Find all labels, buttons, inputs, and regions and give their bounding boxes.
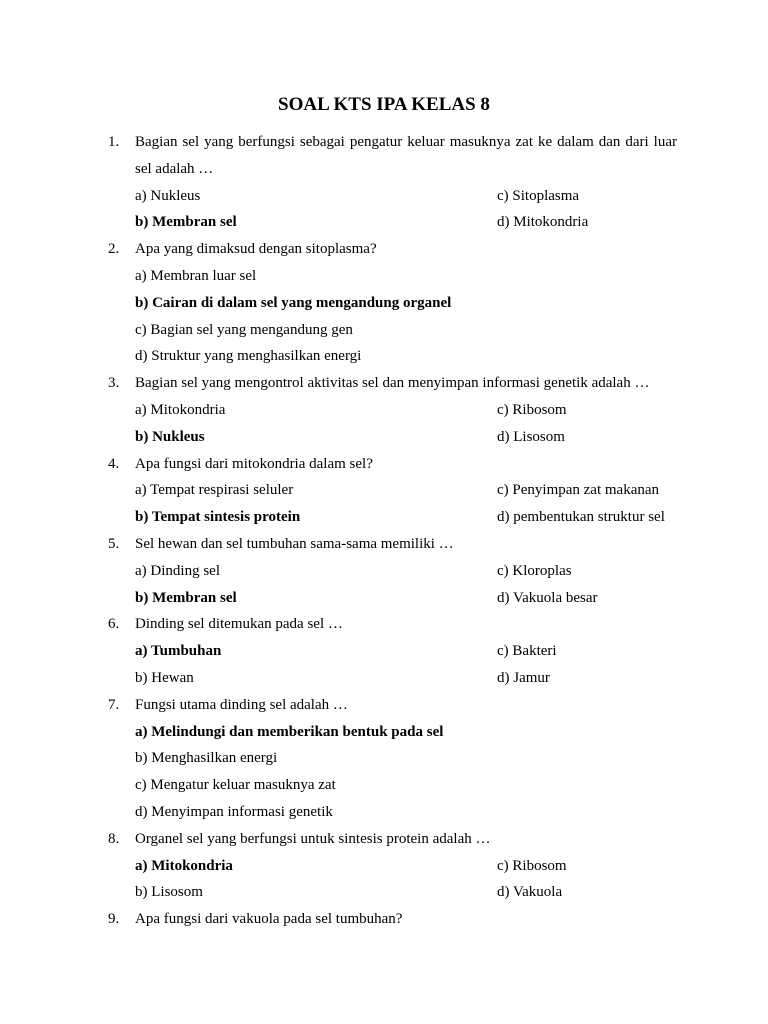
- option-d: d) Mitokondria: [497, 214, 589, 231]
- question-9: [0, 906, 768, 933]
- option-row: [0, 638, 768, 665]
- question-number: 7.: [108, 696, 120, 713]
- question-3: [0, 370, 768, 397]
- option-b-answer: b) Membran sel: [135, 589, 237, 606]
- option-b-answer: b) Nukleus: [135, 428, 205, 445]
- option-a: a) Membran luar sel: [135, 267, 257, 284]
- question-number: 6.: [108, 616, 120, 633]
- option-a-answer: a) Tumbuhan: [135, 643, 222, 660]
- question-text: Apa fungsi dari mitokondria dalam sel?: [135, 455, 373, 472]
- question-5: [0, 531, 768, 558]
- option-c: c) Mengatur keluar masuknya zat: [135, 777, 336, 794]
- page-title: SOAL KTS IPA KELAS 8: [278, 94, 490, 115]
- question-8: [0, 826, 768, 853]
- option-row: [0, 209, 768, 236]
- question-text: Fungsi utama dinding sel adalah …: [135, 696, 348, 713]
- option-b-answer: b) Tempat sintesis protein: [135, 509, 301, 526]
- option-row: [0, 424, 768, 451]
- question-number: 5.: [108, 535, 120, 552]
- option-a: a) Nukleus: [135, 187, 201, 204]
- option-row: [0, 772, 768, 799]
- option-d: d) Vakuola: [497, 884, 563, 901]
- question-text: Organel sel yang berfungsi untuk sintesis protein adalah …: [135, 830, 491, 847]
- option-a: a) Tempat respirasi seluler: [135, 482, 294, 499]
- question-7: [0, 692, 768, 719]
- option-row: [0, 853, 768, 880]
- question-1-continued: [0, 156, 768, 183]
- question-text-continued: sel adalah …: [135, 160, 214, 177]
- option-row: [0, 290, 768, 317]
- option-row: [0, 183, 768, 210]
- question-1: [0, 129, 768, 156]
- option-row: [0, 397, 768, 424]
- question-number: 4.: [108, 455, 120, 472]
- question-text: Bagian sel yang berfungsi sebagai pengatur keluar masuknya zat ke dalam dan dari luar: [135, 134, 677, 150]
- option-b-answer: b) Cairan di dalam sel yang mengandung organel: [135, 294, 452, 311]
- question-2: [0, 236, 768, 263]
- option-a-answer: a) Mitokondria: [135, 857, 233, 874]
- option-row: [0, 504, 768, 531]
- option-d: d) Jamur: [497, 669, 550, 686]
- option-d: d) Lisosom: [497, 428, 565, 445]
- option-c: c) Ribosom: [497, 857, 567, 874]
- question-4: [0, 451, 768, 478]
- question-number: 9.: [108, 911, 120, 928]
- question-text: Dinding sel ditemukan pada sel …: [135, 616, 343, 633]
- option-row: [0, 558, 768, 585]
- option-a-answer: a) Melindungi dan memberikan bentuk pada sel: [135, 723, 444, 740]
- option-c: c) Kloroplas: [497, 562, 572, 579]
- option-b: b) Menghasilkan energi: [135, 750, 278, 767]
- option-c: c) Bagian sel yang mengandung gen: [135, 321, 353, 338]
- question-6: [0, 611, 768, 638]
- question-text: Sel hewan dan sel tumbuhan sama-sama memiliki …: [135, 535, 454, 552]
- option-a: a) Dinding sel: [135, 562, 220, 579]
- option-b: b) Lisosom: [135, 884, 203, 901]
- option-row: [0, 343, 768, 370]
- question-list: [0, 129, 768, 933]
- option-c: c) Penyimpan zat makanan: [497, 482, 660, 499]
- question-number: 1.: [108, 134, 120, 150]
- option-c: c) Bakteri: [497, 643, 557, 660]
- option-b-answer: b) Membran sel: [135, 214, 237, 231]
- option-c: c) Sitoplasma: [497, 187, 580, 204]
- option-row: [0, 585, 768, 612]
- option-row: [0, 665, 768, 692]
- option-d: d) Menyimpan informasi genetik: [135, 803, 333, 820]
- option-d: d) Vakuola besar: [497, 589, 598, 606]
- question-text: Bagian sel yang mengontrol aktivitas sel dan menyimpan informasi genetik adalah …: [135, 375, 650, 392]
- option-c: c) Ribosom: [497, 401, 567, 418]
- option-a: a) Mitokondria: [135, 401, 226, 418]
- option-d: d) Struktur yang menghasilkan energi: [135, 348, 362, 365]
- option-row: [0, 719, 768, 746]
- question-number: 2.: [108, 241, 120, 258]
- option-d: d) pembentukan struktur sel: [497, 509, 665, 526]
- question-number: 8.: [108, 830, 120, 847]
- question-text: Apa yang dimaksud dengan sitoplasma?: [135, 241, 377, 258]
- option-b: b) Hewan: [135, 669, 194, 686]
- option-row: [0, 745, 768, 772]
- question-number: 3.: [108, 375, 120, 392]
- option-row: [0, 317, 768, 344]
- option-row: [0, 263, 768, 290]
- option-row: [0, 799, 768, 826]
- option-row: [0, 879, 768, 906]
- option-row: [0, 477, 768, 504]
- question-text: Apa fungsi dari vakuola pada sel tumbuhan?: [135, 911, 403, 928]
